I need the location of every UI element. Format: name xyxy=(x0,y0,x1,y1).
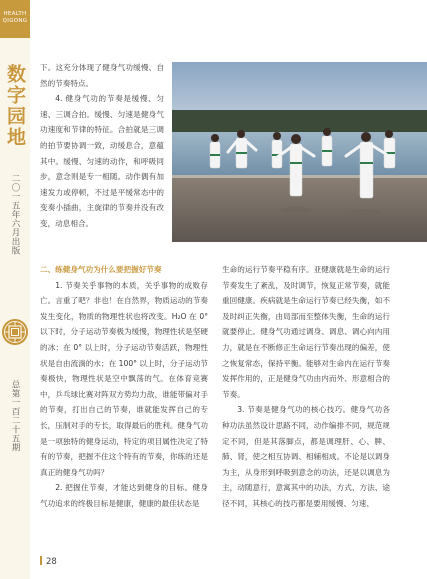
article-top-column xyxy=(40,60,164,232)
sidebar xyxy=(0,0,30,579)
paragraph: 1. 节奏关乎事物的本质，关乎事物的成败存亡。言重了吧？非也！在自然界，物质运动的节奏发生变化，物质的物理性状也将改变。H₂O 在 0° 以下时，分子运动节奏极为缓慢，物理性状是坚硬的冰；在 0° 以上时，分子运动节奏活跃，物理性状是自由流淌的水；在 100° 以上时，分子运动节奏极快，物理性状是空中飘荡的气。在体育竞赛中，乒乓球比赛对阵双方势均力敌，谁能带偏对手的节奏，打出自己的节奏，谁就能发挥自己的专长，压制对手的专长，取得最后的胜利。健身气功是一项独特的健身运动，特定的项目属性决定了特有的节奏，把握不住这个特有的节奏，你练的还是真正的健身气功吗？ xyxy=(40,280,208,477)
page-folio xyxy=(40,556,57,567)
article-left-column xyxy=(40,262,208,512)
paragraph: 生命的运行节奏平稳有序。亚健康就是生命的运行节奏发生了紊乱，及时调节，恢复正常节奏，就能重回健康。疾病就是生命运行节奏已经失衡，如不及时纠正失衡，由局部而至整体失衡，生命的运行就要停止。健身气功通过调身、调息、调心向内用力，就是在不断修正生命运行节奏出现的偏差，使之恢复常态，保持平衡。能够对生命内在运行节奏发挥作用的，正是健身气功由内而外、形意相合的节奏。 xyxy=(222,265,390,399)
total-issue-number: 总第一百二十五期 xyxy=(10,380,20,452)
folio-bar-icon xyxy=(40,556,42,565)
qigong-group-practice-photo xyxy=(172,62,427,242)
issue-date: 二〇一五年六月出版 xyxy=(10,174,20,255)
page-number: 28 xyxy=(46,557,57,567)
magazine-name-line1: HEALTH xyxy=(3,11,27,17)
paragraph: 下。这充分体现了健身气功缓慢、自然的节奏特点。 xyxy=(40,63,164,88)
magazine-name-line2: QIGONG xyxy=(2,18,28,24)
section-heading: 二、练健身气功为什么要把握好节奏 xyxy=(40,265,162,274)
magazine-logo-block xyxy=(0,0,30,38)
paragraph: 4. 健身气功的节奏是缓慢、匀速、三调合拍。缓慢、匀速是健身气功速度和节律的特征。合拍就是三调的拍节要协调一致，动缓息合，意蕴其中。缓慢、匀速的动作，和呼吸同步，意念则是专一相随。动作偶有加速发力或停顿，不过是平缓常态中的变奏小插曲，主旋律的节奏并没有改变，动息相合。 xyxy=(40,94,164,228)
paragraph: 3. 节奏是健身气功的核心技巧。健身气功各种功法虽然设计思路不同，动作编排不同，规范规定不同，但是其落脚点，都是调理肝、心、脾、肺、肾，使之相互协调、相辅相成。不论是以调身为主，从身形到呼吸到意念的功法，还是以调息为主，动随意行，意寓其中的功法，方式、方法、途径不同，其核心的技巧都是要用缓慢、匀速、 xyxy=(222,405,390,508)
paragraph: 2. 把握住节奏，才能达到健身的目标。健身气功追求的终极目标是健康，健康的最佳状态是 xyxy=(40,483,208,508)
column-title: 数字园地 xyxy=(4,64,26,148)
article-right-column xyxy=(222,262,390,512)
ornamental-emblem-icon xyxy=(1,318,29,346)
